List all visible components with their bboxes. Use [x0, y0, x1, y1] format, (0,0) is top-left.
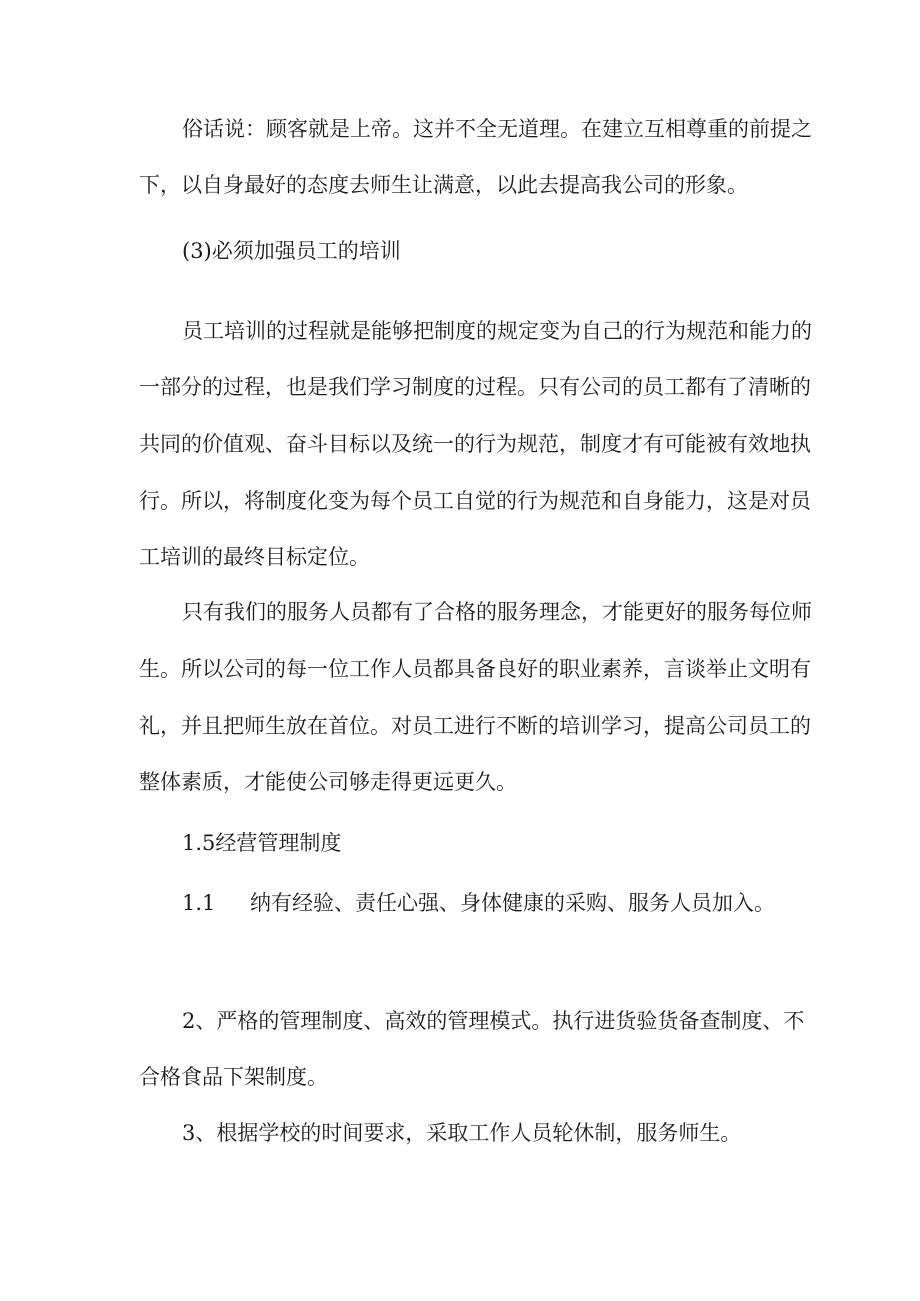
paragraph-2-line-2: 一部分的过程，也是我们学习制度的过程。只有公司的员工都有了清晰的 — [139, 375, 811, 399]
list-item-1 — [182, 888, 775, 918]
paragraph-1-line-1: 俗话说：顾客就是上帝。这并不全无道理。在建立互相尊重的前提之 — [182, 117, 812, 141]
paragraph-2-line-1: 员工培训的过程就是能够把制度的规定变为自己的行为规范和能力的 — [182, 319, 812, 343]
paragraph-1-line-2: 下，以自身最好的态度去师生让满意，以此去提高我公司的形象。 — [139, 173, 748, 197]
paragraph-3-line-4: 整体素质，才能使公司够走得更远更久。 — [139, 770, 517, 794]
list-item-1-number: 1.1 — [182, 891, 216, 915]
paragraph-3-line-1: 只有我们的服务人员都有了合格的服务理念，才能更好的服务每位师 — [182, 600, 812, 624]
section-heading: 1.5经营管理制度 — [182, 831, 342, 855]
paragraph-3-line-3: 礼，并且把师生放在首位。对员工进行不断的培训学习，提高公司员工的 — [139, 714, 811, 738]
list-item-2-line-1: 2、严格的管理制度、高效的管理模式。执行进货验货备查制度、不 — [182, 1009, 805, 1033]
paragraph-2-line-5: 工培训的最终目标定位。 — [139, 545, 370, 569]
heading-3: (3)必须加强员工的培训 — [182, 239, 401, 263]
list-item-2-line-2: 合格食品下架制度。 — [139, 1065, 328, 1089]
paragraph-2-line-3: 共同的价值观、奋斗目标以及统一的行为规范，制度才有可能被有效地执 — [139, 432, 811, 456]
paragraph-2-line-4: 行。所以，将制度化变为每个员工自觉的行为规范和自身能力，这是对员 — [139, 489, 811, 513]
list-item-1-text: 纳有经验、责任心强、身体健康的采购、服务人员加入。 — [250, 891, 775, 915]
list-item-3: 3、根据学校的时间要求，采取工作人员轮休制，服务师生。 — [182, 1121, 742, 1145]
paragraph-3-line-2: 生。所以公司的每一位工作人员都具备良好的职业素养，言谈举止文明有 — [139, 657, 811, 681]
